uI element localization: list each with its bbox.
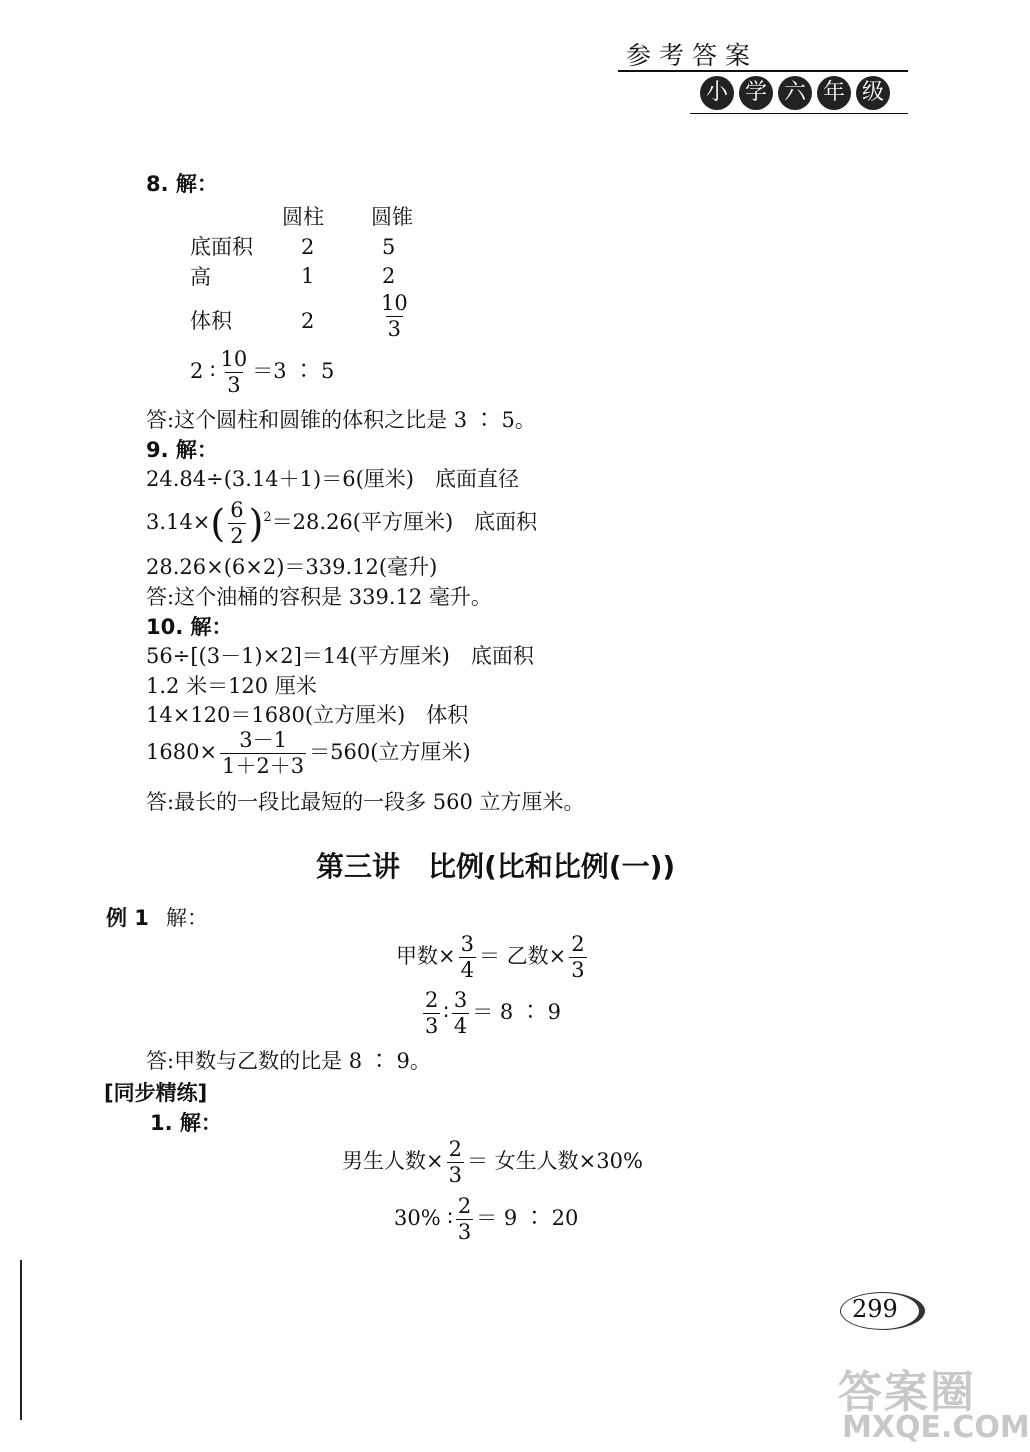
grade-char: 年 xyxy=(817,76,851,110)
grade-char: 级 xyxy=(856,76,890,110)
grade-badge xyxy=(700,76,895,110)
practice-equation1 xyxy=(342,1139,643,1186)
q10-line4 xyxy=(146,730,471,777)
q8-row-c2: 5 xyxy=(382,235,396,259)
grade-char: 学 xyxy=(739,76,773,110)
fraction-numerator: 10 xyxy=(381,291,408,315)
fraction-denominator: 1＋2＋3 xyxy=(222,754,305,778)
fraction-denominator: 4 xyxy=(460,958,474,982)
q10-label: 10. 解： xyxy=(146,615,233,639)
q8-row-name: 体积 xyxy=(190,309,232,333)
practice-q1-label: 1. 解： xyxy=(150,1111,222,1135)
q8-row-name: 底面积 xyxy=(190,235,253,259)
fraction-numerator: 6 xyxy=(230,498,244,522)
eq-part: 甲数× xyxy=(396,944,456,968)
fraction-numerator: 3 xyxy=(460,932,474,956)
eq-part: ＝28.26(平方厘米) 底面积 xyxy=(271,510,538,534)
q8-row-c1: 2 xyxy=(301,309,315,333)
fraction-numerator: 2 xyxy=(571,932,585,956)
q10-line2: 1.2 米＝120 厘米 xyxy=(146,674,317,698)
fraction-denominator: 4 xyxy=(453,1014,468,1038)
fraction-numerator: 3 xyxy=(453,988,468,1012)
q9-line2: 3.14×( $\frac{6}{2}$ )$^2$＝28.26(平方厘米) 底面积 xyxy=(146,498,538,548)
fraction-numerator: 3－1 xyxy=(239,728,287,752)
q8-answer: 答:这个圆柱和圆锥的体积之比是 3 ∶ 5。 xyxy=(146,408,536,432)
section-title: 第三讲 比例(比和比例(一)) xyxy=(316,850,676,883)
q10-line3: 14×120＝1680(立方厘米) 体积 xyxy=(146,703,469,727)
example1-answer: 答:甲数与乙数的比是 8 ∶ 9。 xyxy=(146,1049,431,1073)
fraction-denominator: 3 xyxy=(387,317,402,341)
practice-equation2 xyxy=(394,1196,578,1243)
q8-label: 8. 解： xyxy=(146,172,218,196)
fraction-denominator: 3 xyxy=(425,1014,439,1038)
page-number: 299 xyxy=(852,1295,898,1323)
eq-part: ＝ 乙数× xyxy=(478,944,567,968)
fraction-denominator: 3 xyxy=(227,373,241,397)
q10-line1: 56÷[(3－1)×2]＝14(平方厘米) 底面积 xyxy=(146,644,534,668)
q8-row-c1: 2 xyxy=(301,235,315,259)
eq-part: 3.14× xyxy=(146,510,211,534)
fraction-denominator: 2 xyxy=(230,524,244,548)
q9-label: 9. 解： xyxy=(146,438,218,462)
watermark-top: 答案圈 xyxy=(838,1367,976,1418)
header-rule xyxy=(618,70,908,72)
eq-part: ＝3 ∶ 5 xyxy=(252,359,335,383)
q8-row-c2: 2 xyxy=(382,264,396,288)
exponent: 2 xyxy=(263,510,272,525)
fraction-numerator: 2 xyxy=(425,988,439,1012)
fraction-numerator: 2 xyxy=(448,1137,462,1161)
practice-title: [同步精练] xyxy=(104,1081,208,1105)
eq-part: ＝560(立方厘米) xyxy=(309,740,471,764)
q8-col1: 圆柱 xyxy=(282,205,324,229)
q8-col2: 圆锥 xyxy=(371,205,413,229)
fraction-numerator: 2 xyxy=(457,1194,472,1218)
example1-label2: 解： xyxy=(166,906,208,930)
fraction-denominator: 3 xyxy=(571,958,585,982)
eq-part: ∶ xyxy=(443,1000,449,1024)
eq-part: 2 ∶ xyxy=(190,359,216,383)
example1-equation2 xyxy=(420,990,561,1037)
binding-edge-line xyxy=(20,1260,22,1420)
eq-part: 30% ∶ xyxy=(394,1206,453,1230)
grade-char: 小 xyxy=(700,76,734,110)
eq-part: ＝ 9 ∶ 20 xyxy=(476,1206,579,1230)
q8-volume-fraction xyxy=(376,293,413,340)
q8-ratio-equation xyxy=(190,349,334,396)
q8-row-c1: 1 xyxy=(301,264,315,288)
q9-line3: 28.26×(6×2)＝339.12(毫升) xyxy=(146,555,438,579)
q9-answer: 答:这个油桶的容积是 339.12 毫升。 xyxy=(146,585,492,609)
fraction-denominator: 3 xyxy=(457,1220,472,1244)
header-underline xyxy=(690,113,908,114)
example1-label: 例 1 xyxy=(106,906,149,930)
example1-equation1 xyxy=(396,934,590,981)
eq-part: 男生人数× xyxy=(342,1149,444,1173)
eq-part: ＝ 女生人数×30% xyxy=(466,1149,643,1173)
q8-row-name: 高 xyxy=(190,265,211,289)
header-title: 参考答案 xyxy=(626,41,759,70)
fraction-numerator: 10 xyxy=(220,347,248,371)
fraction-denominator: 3 xyxy=(448,1163,462,1187)
eq-part: ＝ 8 ∶ 9 xyxy=(472,1000,561,1024)
grade-char: 六 xyxy=(778,76,812,110)
q10-answer: 答:最长的一段比最短的一段多 560 立方厘米。 xyxy=(146,790,585,814)
q9-line1: 24.84÷(3.14＋1)＝6(厘米) 底面直径 xyxy=(146,467,519,491)
watermark-bottom: MXQE.COM xyxy=(842,1410,1030,1445)
eq-part: 1680× xyxy=(146,740,218,764)
